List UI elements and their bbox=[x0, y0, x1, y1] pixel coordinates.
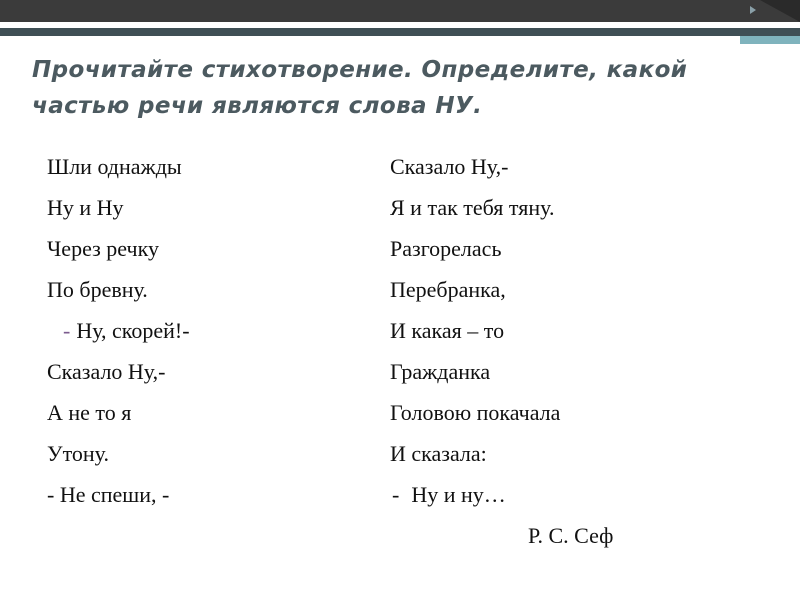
dash-bullet: - bbox=[392, 482, 400, 507]
header-accent-stripe bbox=[740, 36, 800, 44]
poem-line: Гражданка bbox=[390, 359, 491, 384]
poem-line: Головою покачала bbox=[390, 400, 561, 425]
poem-line: Через речку bbox=[47, 236, 159, 261]
poem-line: Сказало Ну,- bbox=[47, 359, 166, 384]
poem-line: Разгорелась bbox=[390, 236, 502, 261]
poem-line: И сказала: bbox=[390, 441, 487, 466]
poem-column-right bbox=[390, 146, 613, 556]
slide-title: Прочитайте стихотворение. Определите, какой частью речи являются слова НУ. bbox=[32, 57, 688, 119]
poem-line: Утону. bbox=[47, 441, 109, 466]
header-stripe bbox=[0, 28, 800, 36]
triangle-marker-icon bbox=[750, 6, 756, 14]
poem-line: Ну и Ну bbox=[47, 195, 124, 220]
poem-author: Р. С. Сеф bbox=[528, 523, 614, 548]
poem-line: А не то я bbox=[47, 400, 132, 425]
poem-column-left bbox=[47, 146, 190, 515]
poem-line: Перебранка, bbox=[390, 277, 506, 302]
top-bar bbox=[0, 0, 800, 22]
poem-line: Шли однажды bbox=[47, 154, 182, 179]
poem-line: Сказало Ну,- bbox=[390, 154, 509, 179]
poem-line: Я и так тебя тяну. bbox=[390, 195, 555, 220]
poem-line-dialogue: - Ну и ну… bbox=[392, 482, 506, 507]
poem-line: - Не спеши, - bbox=[47, 482, 170, 507]
poem-line: И какая – то bbox=[390, 318, 505, 343]
top-bar-corner bbox=[760, 0, 800, 22]
dash-bullet: - bbox=[63, 318, 71, 343]
poem-line: По бревну. bbox=[47, 277, 148, 302]
poem-line-dialogue: - Ну, скорей!- bbox=[63, 318, 190, 343]
